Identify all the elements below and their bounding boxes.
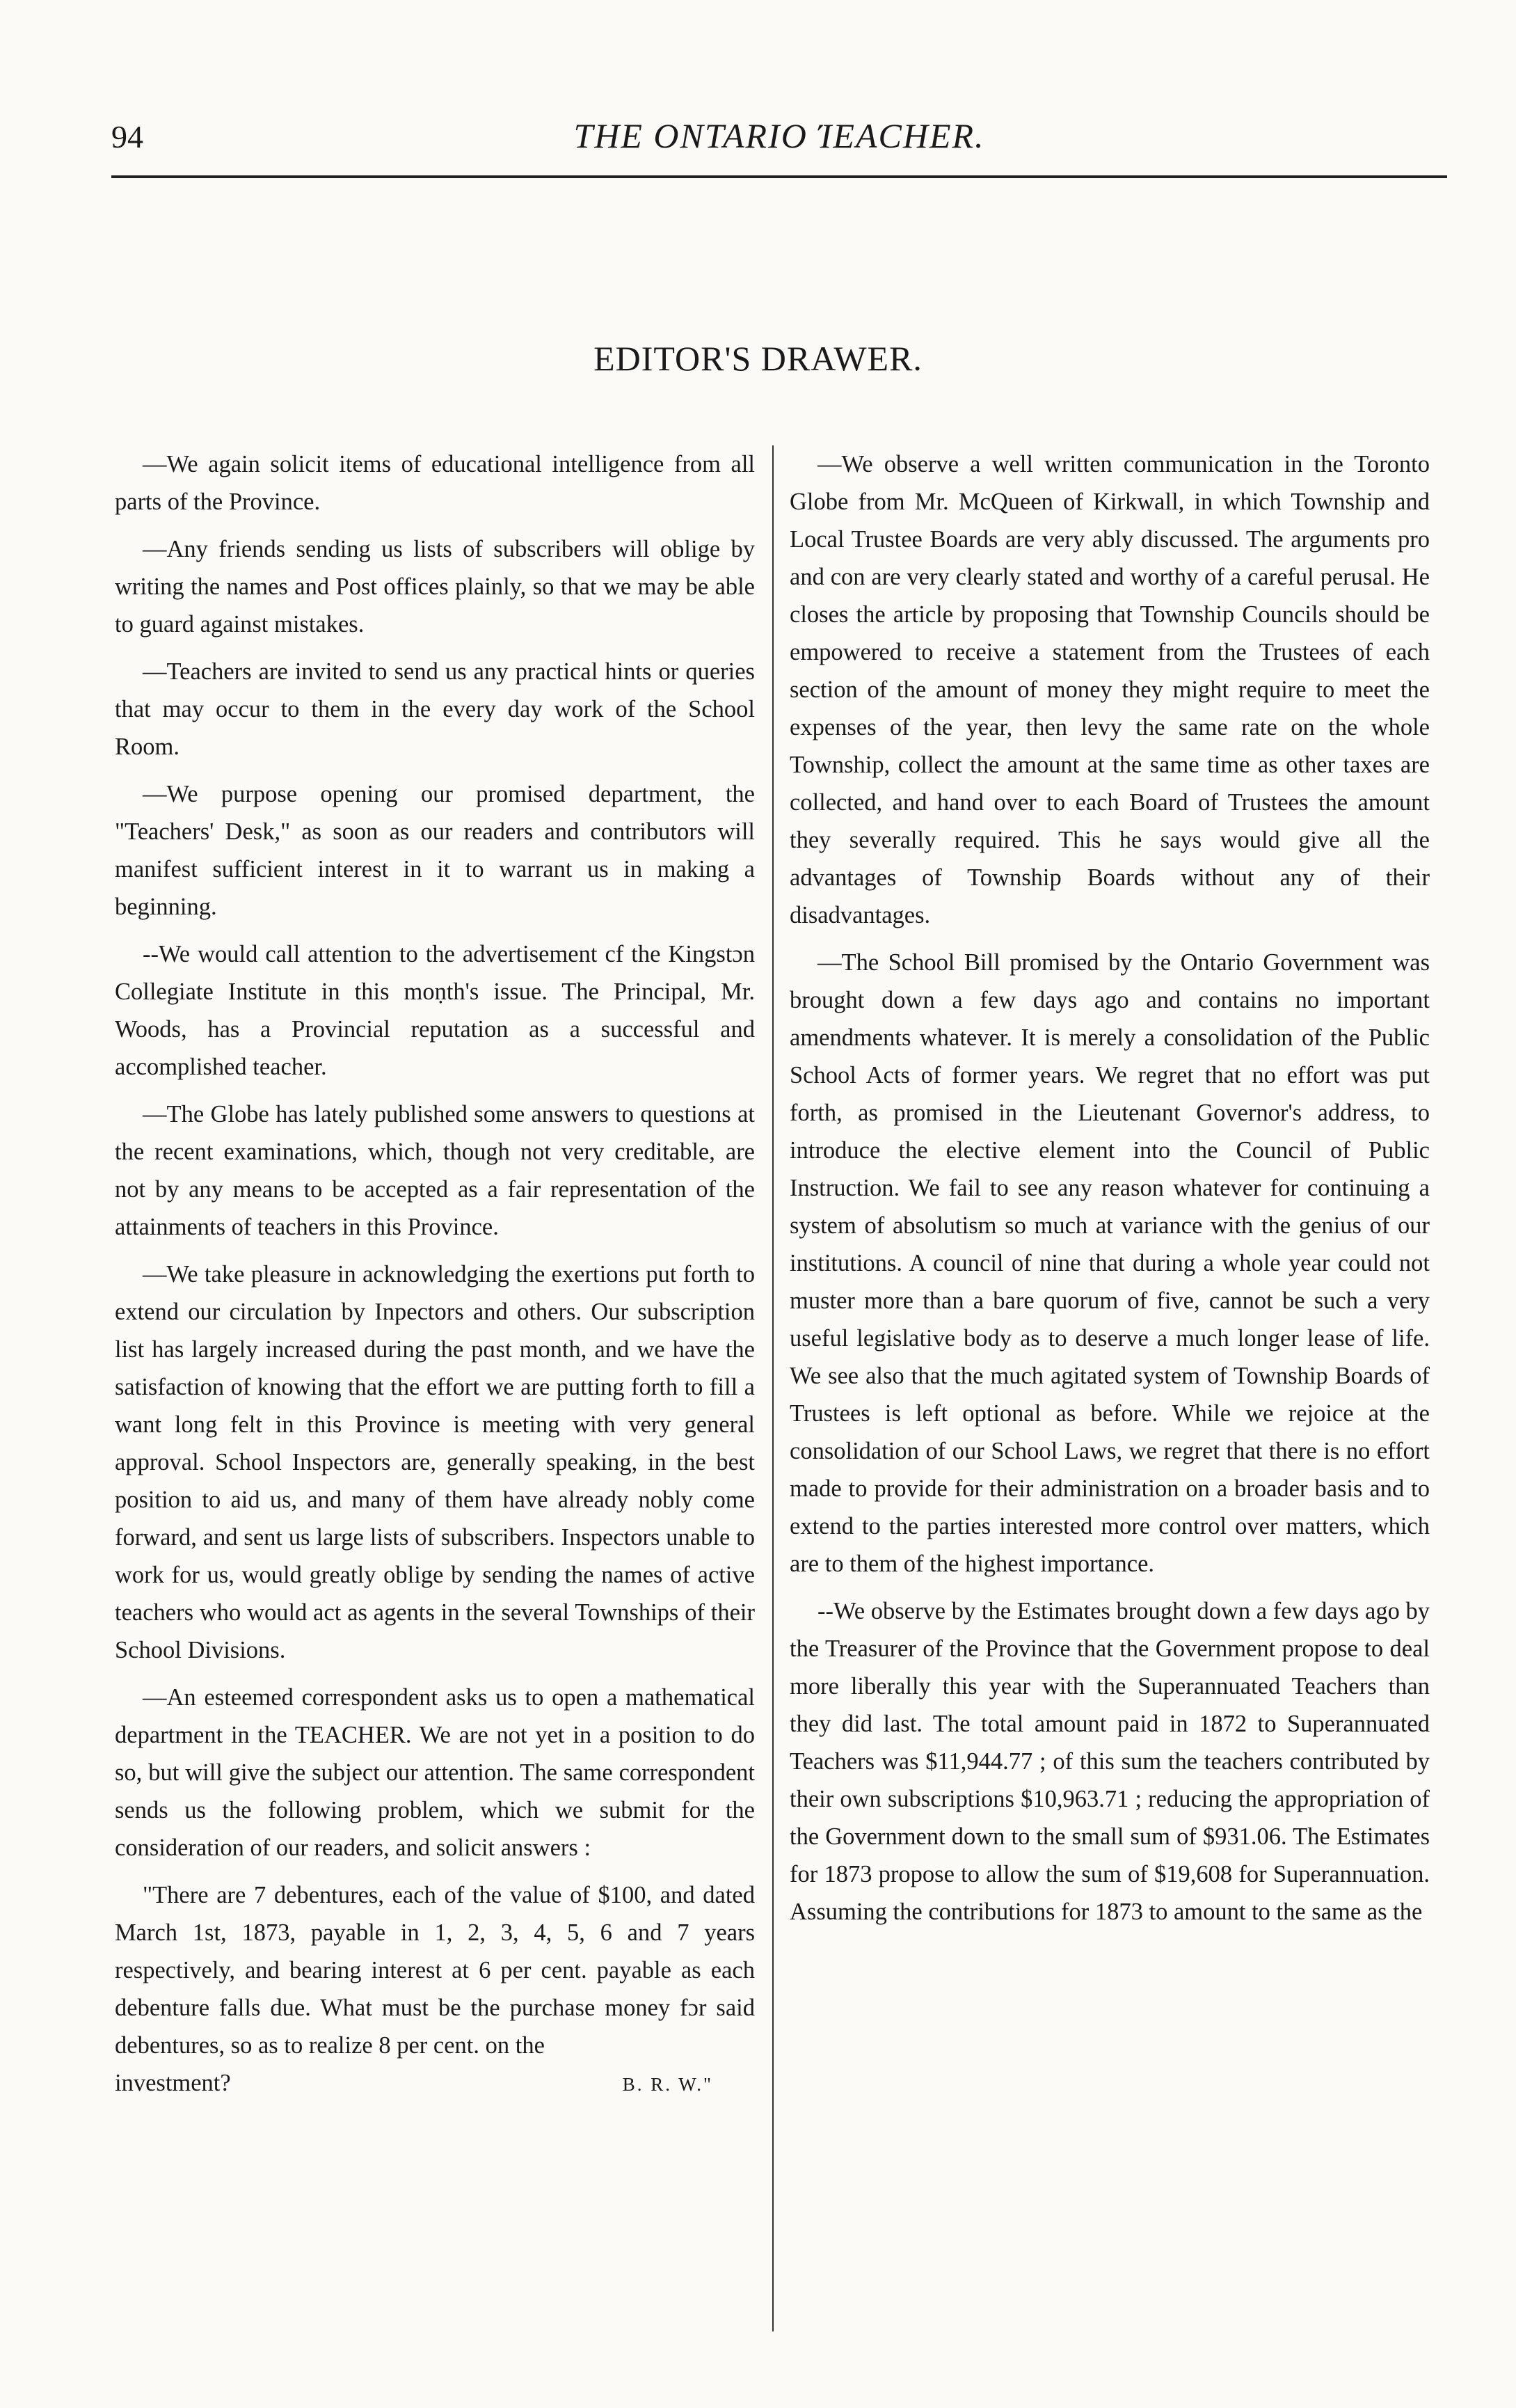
signature-initials: B. R. W." [622, 2074, 713, 2095]
paragraph: —We again solicit items of educational intelligence from all parts of the Province. [115, 451, 755, 515]
header-rule [111, 175, 1447, 178]
paragraph: --We observe by the Estimates brought down a few days ago by the Treasurer of the Province that the Government propose to deal more liberally this year with the Superannuated Teachers than they did last. The total amount paid in 1872 to Superannuated Teachers was $11,944.77 ; of this sum the teachers contributed by their own subscriptions $10,963.71 ; reducing the appropriation of the Government down to the small sum of $931.06. The Estimates for 1873 propose to allow the sum of $19,608 for Superannuation. Assuming the contributions for 1873 to amount to the same as the [790, 1598, 1430, 1925]
column-divider [772, 445, 774, 2331]
section-title: EDITOR'S DRAWER. [593, 339, 923, 378]
quote-end: investment? [115, 2070, 231, 2096]
left-column [115, 445, 755, 2366]
paragraph: —We purpose opening our promised department, the "Teachers' Desk," as soon as our readers and contributors will manifest sufficient interest in it to warrant us in making a beginning. [115, 781, 755, 920]
problem-quote: "There are 7 debentures, each of the value of $100, and dated March 1st, 1873, payable in 1, 2, 3, 4, 5, 6 and 7 years respectively, and bearing interest at 6 per cent. payable as each debenture falls due. What must be the purchase money fɔr said debentures, so as to realize 8 per cent. on the [115, 1882, 755, 2059]
paragraph: —Teachers are invited to send us any practical hints or queries that may occur to them in the every day work of the School Room. [115, 658, 755, 760]
paragraph: —The School Bill promised by the Ontario Government was brought down a few days ago and contains no important amendments whatever. It is merely a consolidation of the Public School Acts of former years. We regret that no effort was put forth, as promised in the Lieutenant Governor's address, to introduce the elective element into the Council of Public Instruction. We fail to see any reason whatever for continuing a system of absolutism so much at variance with the genius of our institutions. A council of nine that during a whole year could not muster more than a bare quorum of five, cannot be such a very useful legislative body as to deserve a much longer lease of life. We see also that the much agitated system of Township Boards of Trustees is left optional as before. While we rejoice at the consolidation of our School Laws, we regret that there is no effort made to provide for their administration on a broader basis and to extend to the parties interested more control over matters, which are to them of the highest importance. [790, 949, 1430, 1577]
right-column [790, 445, 1430, 2366]
paragraph: —Any friends sending us lists of subscribers will oblige by writing the names and Post offices plainly, so that we may be able to guard against mistakes. [115, 536, 755, 637]
paragraph: —An esteemed correspondent asks us to open a mathematical department in the TEACHER. We are not yet in a position to do so, but will give the subject our attention. The same correspondent sends us the following problem, which we submit for the consideration of our readers, and solicit answers : [115, 1684, 755, 1861]
paragraph: --We would call attention to the advertisement cf the Kingstɔn Collegiate Institute in this moṇth's issue. The Principal, Mr. Woods, has a Provincial reputation as a successful and accomplished teacher. [115, 941, 755, 1080]
quote-signature-line [115, 2064, 755, 2103]
running-title: THE ONTARIO ΊEACHER. [573, 116, 985, 155]
page-number: 94 [111, 119, 143, 155]
paragraph: —We observe a well written communication in the Toronto Globe from Mr. McQueen of Kirkwall, in which Township and Local Trustee Boards are very ably discussed. The arguments pro and con are very clearly stated and worthy of a careful perusal. He closes the article by proposing that Township Councils should be empowered to receive a statement from the Trustees of each section of the amount of money they might require to meet the expenses of the year, then levy the same rate on the whole Township, collect the amount at the same time as other taxes are collected, and hand over to each Board of Trustees the amount they severally required. This he says would give all the advantages of Township Boards without any of their disadvantages. [790, 451, 1430, 928]
page-header [111, 104, 1447, 167]
paragraph: —The Globe has lately published some answers to questions at the recent examinations, which, though not very creditable, are not by any means to be accepted as a fair representation of the attainments of teachers in this Province. [115, 1101, 755, 1240]
paragraph: —We take pleasure in acknowledging the exertions put forth to extend our circulation by Inpectors and others. Our subscription list has largely increased during the pɑst month, and we have the satisfaction of knowing that the effort we are putting forth to fill a want long felt in this Province is meeting with very general approval. School Inspectors are, generally speaking, in the best position to aid us, and many of them have already nobly come forward, and sent us large lists of subscribers. Inspectors unable to work for us, would greatly oblige by sending the names of active teachers who would act as agents in the several Townships of their School Divisions. [115, 1261, 755, 1663]
